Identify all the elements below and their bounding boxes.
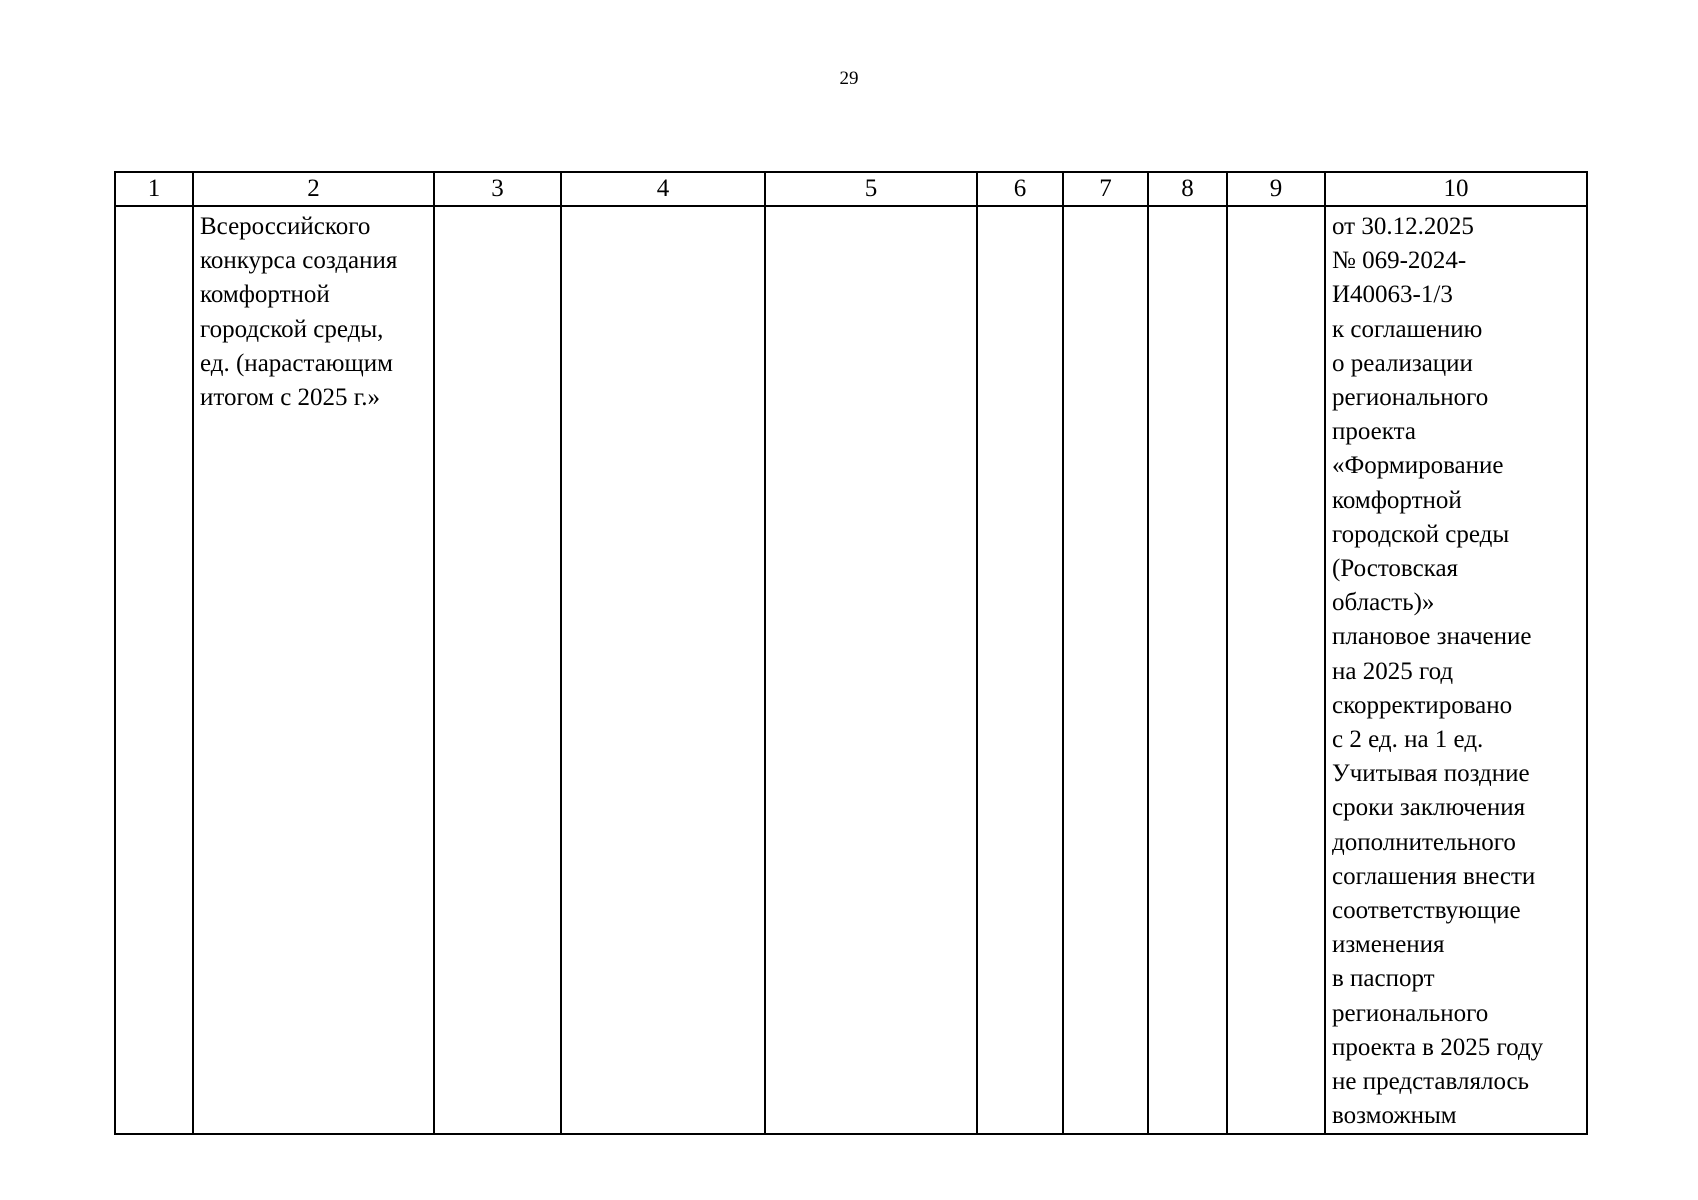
column-header-6: 6 xyxy=(977,172,1063,206)
data-table xyxy=(114,171,1588,1135)
cell-text xyxy=(435,207,560,210)
column-header-7: 7 xyxy=(1063,172,1148,206)
cell-text xyxy=(766,207,976,210)
column-header-2: 2 xyxy=(193,172,434,206)
cell-text xyxy=(1149,207,1226,210)
column-header-1: 1 xyxy=(115,172,193,206)
page-number: 29 xyxy=(839,68,859,89)
table-cell-col-8 xyxy=(1148,206,1227,1134)
table-cell-col-1 xyxy=(115,206,193,1134)
cell-text xyxy=(1228,207,1324,210)
table-cell-col-9 xyxy=(1227,206,1325,1134)
table-cell-col-5 xyxy=(765,206,977,1134)
cell-text xyxy=(562,207,764,210)
cell-text xyxy=(116,207,192,210)
table-header-row xyxy=(115,172,1587,206)
table-cell-col-2 xyxy=(193,206,434,1134)
table-cell-col-4 xyxy=(561,206,765,1134)
cell-text xyxy=(1064,207,1147,210)
column-header-3: 3 xyxy=(434,172,561,206)
table-row xyxy=(115,206,1587,1134)
table-cell-col-6 xyxy=(977,206,1063,1134)
column-header-8: 8 xyxy=(1148,172,1227,206)
column-header-9: 9 xyxy=(1227,172,1325,206)
column-header-10: 10 xyxy=(1325,172,1587,206)
column-header-4: 4 xyxy=(561,172,765,206)
cell-text xyxy=(978,207,1062,210)
column-header-5: 5 xyxy=(765,172,977,206)
table-cell-col-10 xyxy=(1325,206,1587,1134)
table-cell-col-3 xyxy=(434,206,561,1134)
table-cell-col-7 xyxy=(1063,206,1148,1134)
indicator-name-text: Всероссийского конкурса создания комфортной городской среды, ед. (нарастающим итогом с 2025 г.» xyxy=(200,213,398,412)
comment-text: от 30.12.2025 № 069-2024- И40063-1/3 к соглашению о реализации регионального проекта «Формирование комфортной городской среды (Ростовская область)» плановое значение на 2025 год скорректировано с 2 ед. на 1 ед. Учитывая поздние сроки заключения дополнительного соглашения внести соответствующие изменения в паспорт регионального проекта в 2025 году не представлялось возможным xyxy=(1332,213,1544,1130)
